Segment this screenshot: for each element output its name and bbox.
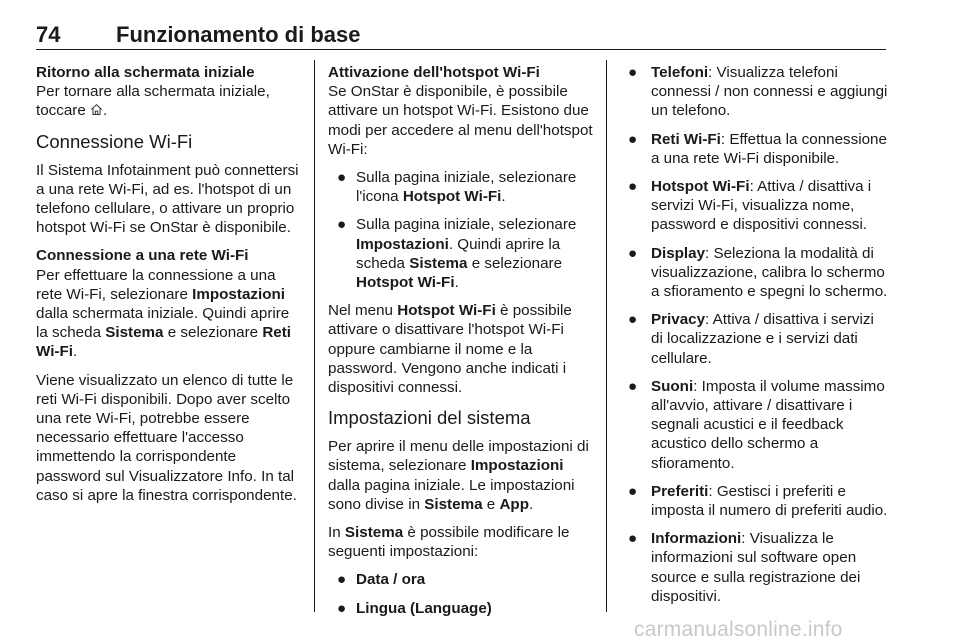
list-item: ● Sulla pagina iniziale, selezionare Impostazioni. Quindi aprire la scheda Sistema e selezionare Hotspot Wi-Fi.	[337, 216, 577, 292]
list-item: ● Preferiti: Gestisci i preferiti e imposta il numero di preferiti audio.	[628, 482, 888, 520]
page-number: 74	[36, 22, 61, 47]
bullet-icon: ●	[628, 178, 638, 196]
bullet-icon: ●	[628, 64, 638, 81]
list-item: ● Data / ora	[337, 571, 426, 589]
keyword-impostazioni: Impostazioni	[192, 285, 285, 303]
bullet-icon: ●	[337, 599, 347, 617]
connect-network-paragraph: Per effettuare la connessione a una rete Wi-Fi, selezionare Impostazioni dalla schermata iniziale. Quindi aprire la scheda Sistema e selezionare Reti Wi-Fi.	[36, 266, 292, 361]
hotspot-intro-paragraph: Se OnStar è disponibile, è possibile attivare un hotspot Wi-Fi. Esistono due modi per accedere al menu dell'hotspot Wi-Fi:	[328, 83, 593, 158]
column-right	[622, 63, 888, 615]
page-header-title: Funzionamento di base	[116, 22, 361, 47]
bullet-icon: ●	[628, 377, 638, 395]
bullet-icon: ●	[337, 216, 347, 234]
column-middle	[328, 63, 594, 627]
bullet-icon: ●	[628, 244, 638, 262]
list-item: ● Privacy: Attiva / disattiva i servizi di localizzazione e i servizi dati cellulare.	[628, 311, 874, 367]
list-item: ● Lingua (Language)	[337, 599, 492, 617]
column-divider	[606, 60, 607, 612]
return-home-paragraph: Per tornare alla schermata iniziale, toccare .	[36, 83, 270, 120]
list-item: ● Informazioni: Visualizza le informazioni sul software open source e sulla registrazione dei dispositivi.	[628, 530, 861, 605]
keyword-sistema: Sistema	[105, 324, 164, 342]
list-item: ● Telefoni: Visualizza telefoni connessi / non connessi e aggiungi un telefono.	[628, 64, 888, 120]
watermark[interactable]: carmanualsonline.info	[634, 618, 843, 641]
bullet-icon: ●	[628, 311, 638, 329]
header-rule	[36, 49, 886, 50]
hotspot-menu-paragraph: Nel menu Hotspot Wi-Fi è possibile attivare o disattivare l'hotspot Wi-Fi oppure cambiarne il nome e la password. Vengono anche indicati i dispositivi connessi.	[328, 302, 572, 397]
keyword-reti-wifi: Reti Wi-Fi	[36, 324, 292, 361]
hotspot-heading: Attivazione dell'hotspot Wi-Fi	[328, 64, 540, 81]
wifi-intro-paragraph: Il Sistema Infotainment può connettersi a una rete Wi-Fi, ad es. l'hotspot di un telefono cellulare, o attivare un proprio hotspot Wi-Fi se OnStar è disponibile.	[36, 161, 299, 237]
list-item: ● Suoni: Imposta il volume massimo all'avvio, attivare / disattivare i segnali acustici e il feedback acustico dello schermo a sfioramento.	[628, 377, 885, 472]
bullet-icon: ●	[628, 530, 638, 548]
system-settings-paragraph: Per aprire il menu delle impostazioni di sistema, selezionare Impostazioni dalla pagina iniziale. Le impostazioni sono divise in Sistema e App.	[328, 438, 589, 513]
list-item: ● Hotspot Wi-Fi: Attiva / disattiva i servizi Wi-Fi, visualizza nome, password e dispositivi connessi.	[628, 178, 872, 234]
home-icon	[90, 103, 103, 116]
bullet-icon: ●	[337, 169, 347, 187]
system-tab-paragraph: In Sistema è possibile modificare le seguenti impostazioni:	[328, 524, 570, 561]
connect-network-heading: Connessione a una rete Wi-Fi	[36, 247, 249, 265]
network-list-paragraph: Viene visualizzato un elenco di tutte le reti Wi-Fi disponibili. Dopo aver scelto una rete Wi-Fi, potrebbe essere necessario effettuare l'accesso immettendo la corrispondente password sul Visualizzatore Info. In tal caso si apre la finestra corrispondente.	[36, 371, 297, 504]
column-divider	[314, 60, 315, 612]
list-item: ● Reti Wi-Fi: Effettua la connessione a una rete Wi-Fi disponibile.	[628, 130, 887, 167]
bullet-icon: ●	[628, 130, 638, 148]
column-left	[36, 63, 302, 514]
list-item: ● Sulla pagina iniziale, selezionare l'icona Hotspot Wi-Fi.	[337, 169, 577, 206]
bullet-icon: ●	[628, 482, 638, 500]
wifi-connection-heading: Connessione Wi-Fi	[36, 130, 193, 152]
bullet-icon: ●	[337, 571, 347, 589]
return-home-heading: Ritorno alla schermata iniziale	[36, 64, 255, 81]
list-item: ● Display: Seleziona la modalità di visualizzazione, calibra lo schermo a sfioramento e spegni lo schermo.	[628, 244, 888, 301]
system-settings-heading: Impostazioni del sistema	[328, 407, 531, 429]
